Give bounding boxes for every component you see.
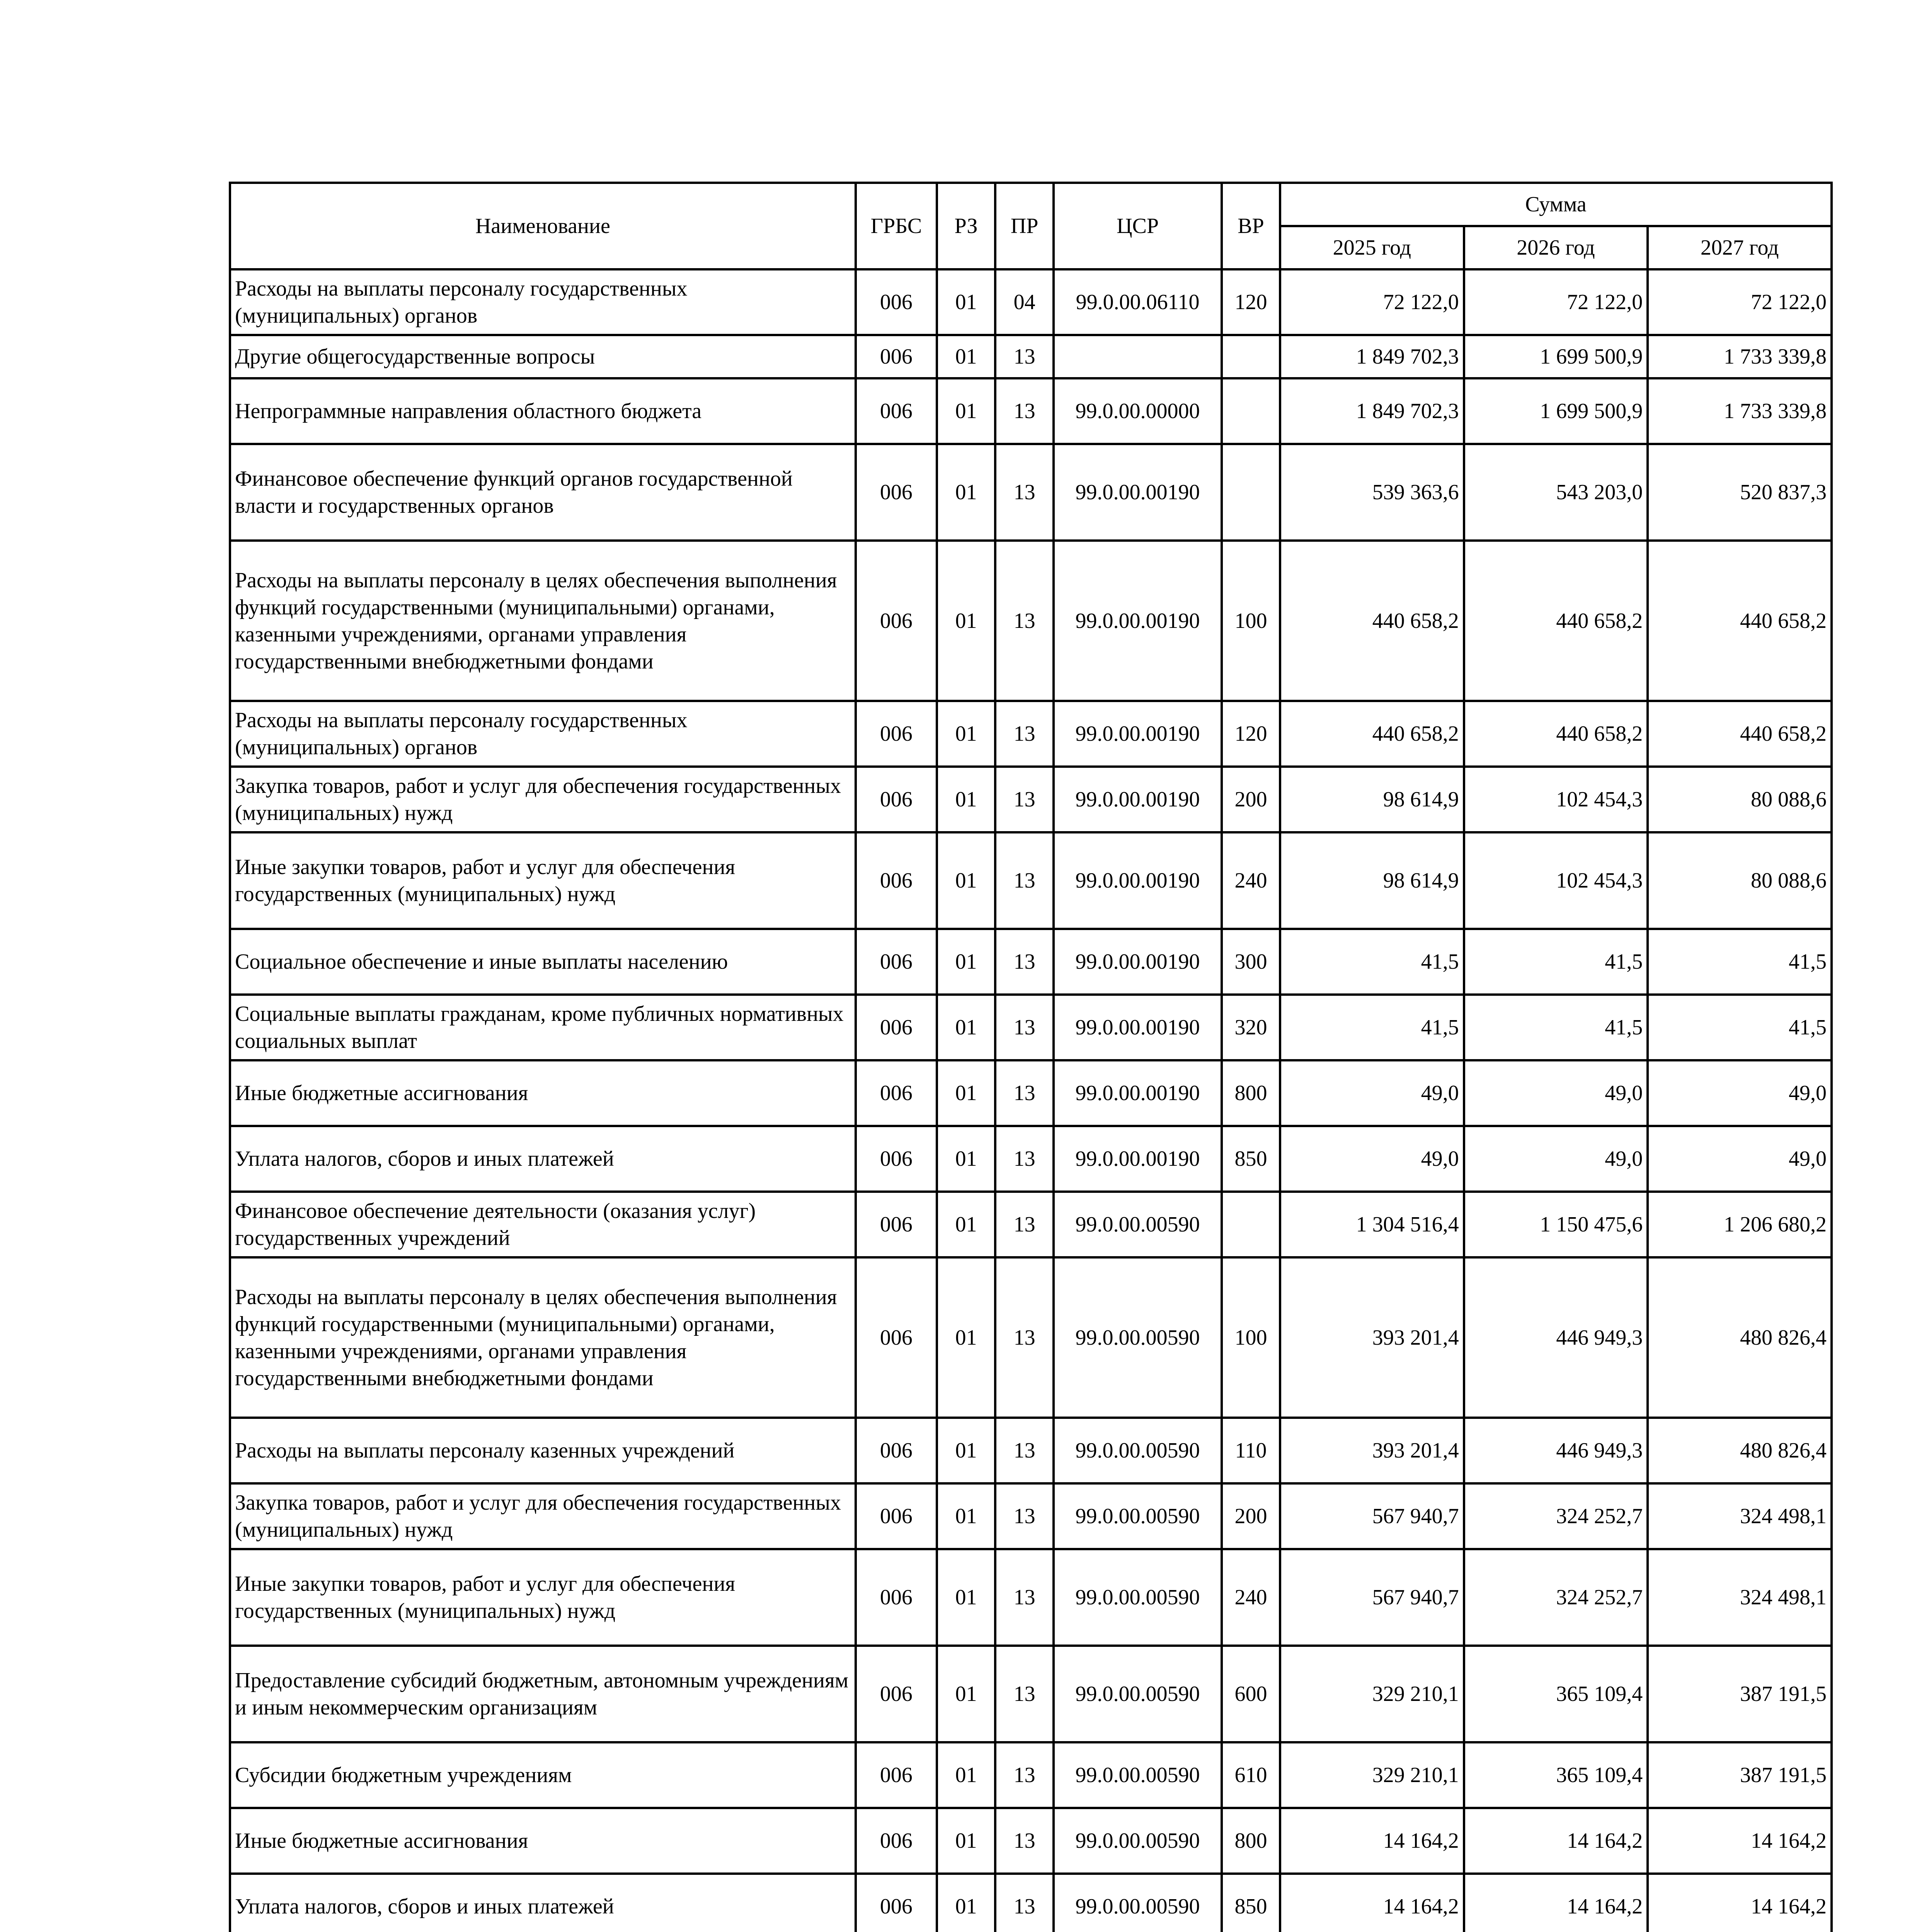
cell-pr: 13 bbox=[995, 832, 1054, 929]
cell-sum-2025: 440 658,2 bbox=[1280, 541, 1464, 701]
cell-vr: 200 bbox=[1222, 767, 1280, 832]
cell-csr: 99.0.00.00190 bbox=[1054, 767, 1222, 832]
cell-rz: 01 bbox=[937, 541, 995, 701]
cell-sum-2025: 49,0 bbox=[1280, 1126, 1464, 1192]
table-row bbox=[230, 1874, 1832, 1932]
cell-sum-2026: 365 109,4 bbox=[1464, 1742, 1648, 1808]
budget-table bbox=[229, 182, 1833, 1932]
cell-name: Иные закупки товаров, работ и услуг для обеспечения государственных (муниципальных) нужд bbox=[230, 832, 856, 929]
cell-csr: 99.0.00.00000 bbox=[1054, 378, 1222, 444]
cell-sum-2026: 41,5 bbox=[1464, 929, 1648, 995]
cell-sum-2026: 324 252,7 bbox=[1464, 1549, 1648, 1646]
cell-sum-2025: 14 164,2 bbox=[1280, 1874, 1464, 1932]
cell-sum-2027: 1 733 339,8 bbox=[1648, 335, 1832, 378]
cell-pr: 13 bbox=[995, 1060, 1054, 1126]
cell-sum-2026: 1 699 500,9 bbox=[1464, 335, 1648, 378]
header-sum: Сумма bbox=[1280, 183, 1832, 226]
table-row bbox=[230, 1549, 1832, 1646]
cell-sum-2026: 49,0 bbox=[1464, 1126, 1648, 1192]
cell-rz: 01 bbox=[937, 995, 995, 1060]
cell-pr: 13 bbox=[995, 1808, 1054, 1874]
cell-rz: 01 bbox=[937, 1126, 995, 1192]
cell-rz: 01 bbox=[937, 1257, 995, 1418]
cell-grbs: 006 bbox=[856, 1742, 937, 1808]
header-rz: РЗ bbox=[937, 183, 995, 269]
cell-sum-2026: 543 203,0 bbox=[1464, 444, 1648, 541]
header-year-2025: 2025 год bbox=[1280, 226, 1464, 269]
cell-name: Социальные выплаты гражданам, кроме публичных нормативных социальных выплат bbox=[230, 995, 856, 1060]
cell-grbs: 006 bbox=[856, 1192, 937, 1257]
table-row bbox=[230, 929, 1832, 995]
cell-grbs: 006 bbox=[856, 1060, 937, 1126]
cell-sum-2027: 14 164,2 bbox=[1648, 1874, 1832, 1932]
cell-sum-2027: 49,0 bbox=[1648, 1060, 1832, 1126]
cell-sum-2027: 41,5 bbox=[1648, 929, 1832, 995]
cell-pr: 13 bbox=[995, 1192, 1054, 1257]
cell-name: Расходы на выплаты персоналу государственных (муниципальных) органов bbox=[230, 269, 856, 335]
cell-sum-2025: 393 201,4 bbox=[1280, 1257, 1464, 1418]
cell-sum-2027: 49,0 bbox=[1648, 1126, 1832, 1192]
cell-sum-2025: 567 940,7 bbox=[1280, 1483, 1464, 1549]
cell-vr: 850 bbox=[1222, 1874, 1280, 1932]
cell-rz: 01 bbox=[937, 1874, 995, 1932]
cell-sum-2027: 440 658,2 bbox=[1648, 541, 1832, 701]
cell-sum-2027: 72 122,0 bbox=[1648, 269, 1832, 335]
cell-csr: 99.0.00.00590 bbox=[1054, 1192, 1222, 1257]
cell-vr: 600 bbox=[1222, 1646, 1280, 1742]
cell-csr: 99.0.00.00190 bbox=[1054, 929, 1222, 995]
cell-vr: 300 bbox=[1222, 929, 1280, 995]
cell-name: Непрограммные направления областного бюджета bbox=[230, 378, 856, 444]
cell-grbs: 006 bbox=[856, 1257, 937, 1418]
cell-csr: 99.0.00.00590 bbox=[1054, 1418, 1222, 1483]
header-pr: ПР bbox=[995, 183, 1054, 269]
cell-csr: 99.0.00.00590 bbox=[1054, 1483, 1222, 1549]
cell-vr: 240 bbox=[1222, 832, 1280, 929]
cell-sum-2027: 41,5 bbox=[1648, 995, 1832, 1060]
cell-sum-2025: 539 363,6 bbox=[1280, 444, 1464, 541]
cell-csr: 99.0.00.00590 bbox=[1054, 1742, 1222, 1808]
table-row bbox=[230, 1808, 1832, 1874]
cell-sum-2027: 387 191,5 bbox=[1648, 1646, 1832, 1742]
table-row bbox=[230, 832, 1832, 929]
table-row bbox=[230, 1483, 1832, 1549]
table-row bbox=[230, 701, 1832, 767]
table-row bbox=[230, 1418, 1832, 1483]
cell-name: Иные бюджетные ассигнования bbox=[230, 1808, 856, 1874]
cell-sum-2026: 440 658,2 bbox=[1464, 701, 1648, 767]
header-grbs: ГРБС bbox=[856, 183, 937, 269]
cell-rz: 01 bbox=[937, 1483, 995, 1549]
cell-rz: 01 bbox=[937, 1742, 995, 1808]
cell-vr: 120 bbox=[1222, 701, 1280, 767]
cell-csr: 99.0.00.00190 bbox=[1054, 541, 1222, 701]
cell-name: Расходы на выплаты персоналу в целях обеспечения выполнения функций государственными (муниципальными) органами, казенными учреждениями, органами управления государственными внебюджетными фондами bbox=[230, 1257, 856, 1418]
cell-name: Закупка товаров, работ и услуг для обеспечения государственных (муниципальных) нужд bbox=[230, 1483, 856, 1549]
cell-sum-2025: 329 210,1 bbox=[1280, 1742, 1464, 1808]
header-name: Наименование bbox=[230, 183, 856, 269]
cell-rz: 01 bbox=[937, 444, 995, 541]
cell-sum-2026: 324 252,7 bbox=[1464, 1483, 1648, 1549]
cell-grbs: 006 bbox=[856, 1808, 937, 1874]
cell-name: Уплата налогов, сборов и иных платежей bbox=[230, 1874, 856, 1932]
cell-name: Закупка товаров, работ и услуг для обеспечения государственных (муниципальных) нужд bbox=[230, 767, 856, 832]
cell-grbs: 006 bbox=[856, 1483, 937, 1549]
table-row bbox=[230, 541, 1832, 701]
cell-rz: 01 bbox=[937, 929, 995, 995]
cell-pr: 13 bbox=[995, 929, 1054, 995]
cell-name: Иные закупки товаров, работ и услуг для обеспечения государственных (муниципальных) нужд bbox=[230, 1549, 856, 1646]
cell-pr: 13 bbox=[995, 541, 1054, 701]
cell-sum-2025: 393 201,4 bbox=[1280, 1418, 1464, 1483]
cell-pr: 13 bbox=[995, 378, 1054, 444]
cell-name: Предоставление субсидий бюджетным, автономным учреждениям и иным некоммерческим организациям bbox=[230, 1646, 856, 1742]
cell-grbs: 006 bbox=[856, 701, 937, 767]
cell-grbs: 006 bbox=[856, 832, 937, 929]
cell-name: Расходы на выплаты персоналу казенных учреждений bbox=[230, 1418, 856, 1483]
cell-name: Иные бюджетные ассигнования bbox=[230, 1060, 856, 1126]
cell-csr: 99.0.00.00590 bbox=[1054, 1549, 1222, 1646]
cell-grbs: 006 bbox=[856, 995, 937, 1060]
table-body bbox=[230, 269, 1832, 1932]
table-row bbox=[230, 1126, 1832, 1192]
cell-grbs: 006 bbox=[856, 1874, 937, 1932]
cell-sum-2025: 41,5 bbox=[1280, 929, 1464, 995]
cell-vr: 240 bbox=[1222, 1549, 1280, 1646]
cell-csr: 99.0.00.00190 bbox=[1054, 995, 1222, 1060]
cell-sum-2025: 72 122,0 bbox=[1280, 269, 1464, 335]
cell-vr: 610 bbox=[1222, 1742, 1280, 1808]
cell-sum-2025: 98 614,9 bbox=[1280, 832, 1464, 929]
cell-sum-2025: 98 614,9 bbox=[1280, 767, 1464, 832]
table-row bbox=[230, 269, 1832, 335]
table-row bbox=[230, 1646, 1832, 1742]
cell-pr: 13 bbox=[995, 701, 1054, 767]
table-row bbox=[230, 1060, 1832, 1126]
cell-csr: 99.0.00.06110 bbox=[1054, 269, 1222, 335]
cell-pr: 13 bbox=[995, 1874, 1054, 1932]
cell-sum-2027: 387 191,5 bbox=[1648, 1742, 1832, 1808]
cell-name: Финансовое обеспечение деятельности (оказания услуг) государственных учреждений bbox=[230, 1192, 856, 1257]
cell-sum-2026: 1 150 475,6 bbox=[1464, 1192, 1648, 1257]
cell-csr: 99.0.00.00190 bbox=[1054, 701, 1222, 767]
cell-sum-2025: 41,5 bbox=[1280, 995, 1464, 1060]
table-row bbox=[230, 1192, 1832, 1257]
cell-rz: 01 bbox=[937, 1808, 995, 1874]
cell-pr: 13 bbox=[995, 1646, 1054, 1742]
cell-sum-2026: 72 122,0 bbox=[1464, 269, 1648, 335]
cell-name: Другие общегосударственные вопросы bbox=[230, 335, 856, 378]
table-row bbox=[230, 378, 1832, 444]
cell-rz: 01 bbox=[937, 767, 995, 832]
cell-rz: 01 bbox=[937, 335, 995, 378]
cell-rz: 01 bbox=[937, 1060, 995, 1126]
cell-rz: 01 bbox=[937, 1549, 995, 1646]
cell-rz: 01 bbox=[937, 269, 995, 335]
cell-vr: 100 bbox=[1222, 541, 1280, 701]
cell-csr: 99.0.00.00590 bbox=[1054, 1808, 1222, 1874]
cell-grbs: 006 bbox=[856, 767, 937, 832]
cell-sum-2027: 440 658,2 bbox=[1648, 701, 1832, 767]
cell-pr: 13 bbox=[995, 1549, 1054, 1646]
cell-rz: 01 bbox=[937, 701, 995, 767]
cell-sum-2025: 440 658,2 bbox=[1280, 701, 1464, 767]
cell-csr: 99.0.00.00190 bbox=[1054, 444, 1222, 541]
table-row bbox=[230, 1257, 1832, 1418]
cell-sum-2025: 14 164,2 bbox=[1280, 1808, 1464, 1874]
cell-grbs: 006 bbox=[856, 378, 937, 444]
cell-name: Социальное обеспечение и иные выплаты населению bbox=[230, 929, 856, 995]
cell-sum-2025: 1 849 702,3 bbox=[1280, 335, 1464, 378]
table-row bbox=[230, 767, 1832, 832]
cell-grbs: 006 bbox=[856, 444, 937, 541]
cell-sum-2027: 520 837,3 bbox=[1648, 444, 1832, 541]
cell-name: Уплата налогов, сборов и иных платежей bbox=[230, 1126, 856, 1192]
cell-vr: 800 bbox=[1222, 1060, 1280, 1126]
cell-sum-2027: 1 206 680,2 bbox=[1648, 1192, 1832, 1257]
cell-csr: 99.0.00.00590 bbox=[1054, 1257, 1222, 1418]
header-year-2026: 2026 год bbox=[1464, 226, 1648, 269]
cell-pr: 13 bbox=[995, 1483, 1054, 1549]
cell-csr: 99.0.00.00190 bbox=[1054, 1126, 1222, 1192]
header-csr: ЦСР bbox=[1054, 183, 1222, 269]
cell-sum-2026: 1 699 500,9 bbox=[1464, 378, 1648, 444]
cell-sum-2026: 365 109,4 bbox=[1464, 1646, 1648, 1742]
cell-grbs: 006 bbox=[856, 269, 937, 335]
header-vr: ВР bbox=[1222, 183, 1280, 269]
header-year-2027: 2027 год bbox=[1648, 226, 1832, 269]
cell-name: Расходы на выплаты персоналу государственных (муниципальных) органов bbox=[230, 701, 856, 767]
cell-sum-2025: 1 304 516,4 bbox=[1280, 1192, 1464, 1257]
cell-rz: 01 bbox=[937, 1418, 995, 1483]
cell-sum-2027: 80 088,6 bbox=[1648, 832, 1832, 929]
cell-sum-2026: 102 454,3 bbox=[1464, 832, 1648, 929]
cell-name: Субсидии бюджетным учреждениям bbox=[230, 1742, 856, 1808]
cell-vr: 100 bbox=[1222, 1257, 1280, 1418]
table-row bbox=[230, 1742, 1832, 1808]
cell-rz: 01 bbox=[937, 1646, 995, 1742]
cell-grbs: 006 bbox=[856, 1549, 937, 1646]
cell-pr: 13 bbox=[995, 1418, 1054, 1483]
cell-vr: 320 bbox=[1222, 995, 1280, 1060]
cell-sum-2027: 80 088,6 bbox=[1648, 767, 1832, 832]
cell-csr: 99.0.00.00190 bbox=[1054, 1060, 1222, 1126]
cell-pr: 13 bbox=[995, 444, 1054, 541]
cell-vr bbox=[1222, 378, 1280, 444]
cell-vr: 200 bbox=[1222, 1483, 1280, 1549]
cell-sum-2027: 14 164,2 bbox=[1648, 1808, 1832, 1874]
header-row-1 bbox=[230, 183, 1832, 226]
cell-sum-2025: 49,0 bbox=[1280, 1060, 1464, 1126]
cell-sum-2027: 480 826,4 bbox=[1648, 1418, 1832, 1483]
cell-grbs: 006 bbox=[856, 1126, 937, 1192]
cell-pr: 13 bbox=[995, 1742, 1054, 1808]
cell-csr bbox=[1054, 335, 1222, 378]
cell-sum-2026: 446 949,3 bbox=[1464, 1257, 1648, 1418]
table-row bbox=[230, 444, 1832, 541]
cell-vr bbox=[1222, 1192, 1280, 1257]
cell-sum-2026: 41,5 bbox=[1464, 995, 1648, 1060]
cell-sum-2025: 329 210,1 bbox=[1280, 1646, 1464, 1742]
cell-sum-2026: 446 949,3 bbox=[1464, 1418, 1648, 1483]
cell-csr: 99.0.00.00590 bbox=[1054, 1646, 1222, 1742]
cell-vr: 120 bbox=[1222, 269, 1280, 335]
cell-pr: 13 bbox=[995, 335, 1054, 378]
cell-sum-2026: 14 164,2 bbox=[1464, 1808, 1648, 1874]
cell-grbs: 006 bbox=[856, 541, 937, 701]
cell-sum-2025: 567 940,7 bbox=[1280, 1549, 1464, 1646]
cell-vr bbox=[1222, 335, 1280, 378]
cell-pr: 13 bbox=[995, 767, 1054, 832]
cell-sum-2025: 1 849 702,3 bbox=[1280, 378, 1464, 444]
cell-rz: 01 bbox=[937, 832, 995, 929]
cell-sum-2026: 102 454,3 bbox=[1464, 767, 1648, 832]
cell-pr: 04 bbox=[995, 269, 1054, 335]
cell-vr: 800 bbox=[1222, 1808, 1280, 1874]
cell-sum-2026: 14 164,2 bbox=[1464, 1874, 1648, 1932]
table-row bbox=[230, 335, 1832, 378]
cell-name: Расходы на выплаты персоналу в целях обеспечения выполнения функций государственными (муниципальными) органами, казенными учреждениями, органами управления государственными внебюджетными фондами bbox=[230, 541, 856, 701]
cell-name: Финансовое обеспечение функций органов государственной власти и государственных органов bbox=[230, 444, 856, 541]
cell-pr: 13 bbox=[995, 1257, 1054, 1418]
cell-pr: 13 bbox=[995, 995, 1054, 1060]
cell-grbs: 006 bbox=[856, 1418, 937, 1483]
cell-sum-2027: 324 498,1 bbox=[1648, 1483, 1832, 1549]
cell-grbs: 006 bbox=[856, 1646, 937, 1742]
cell-csr: 99.0.00.00590 bbox=[1054, 1874, 1222, 1932]
cell-rz: 01 bbox=[937, 378, 995, 444]
cell-csr: 99.0.00.00190 bbox=[1054, 832, 1222, 929]
cell-grbs: 006 bbox=[856, 929, 937, 995]
cell-sum-2027: 480 826,4 bbox=[1648, 1257, 1832, 1418]
cell-pr: 13 bbox=[995, 1126, 1054, 1192]
cell-sum-2027: 1 733 339,8 bbox=[1648, 378, 1832, 444]
cell-vr: 110 bbox=[1222, 1418, 1280, 1483]
cell-sum-2026: 440 658,2 bbox=[1464, 541, 1648, 701]
cell-sum-2027: 324 498,1 bbox=[1648, 1549, 1832, 1646]
cell-rz: 01 bbox=[937, 1192, 995, 1257]
cell-vr bbox=[1222, 444, 1280, 541]
cell-grbs: 006 bbox=[856, 335, 937, 378]
table-row bbox=[230, 995, 1832, 1060]
cell-vr: 850 bbox=[1222, 1126, 1280, 1192]
cell-sum-2026: 49,0 bbox=[1464, 1060, 1648, 1126]
